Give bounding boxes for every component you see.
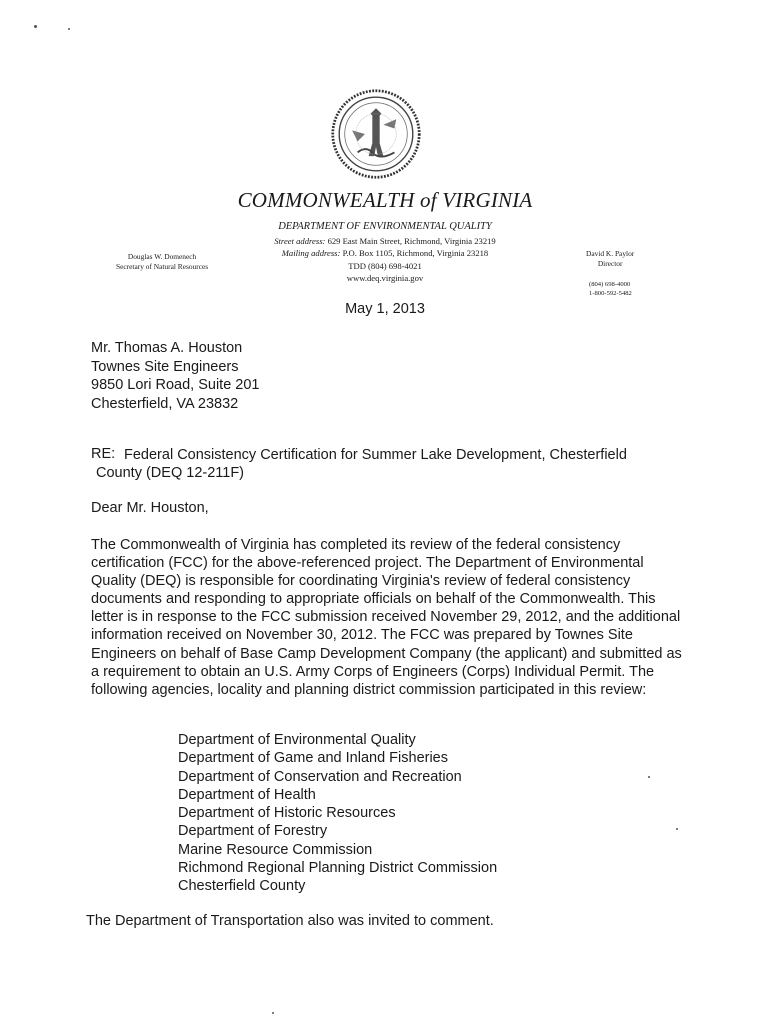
secretary-title: Secretary of Natural Resources <box>116 262 209 271</box>
addressee-block <box>91 339 260 413</box>
street-address <box>0 236 770 246</box>
org-name-main: COMMONWEALTH <box>237 188 420 212</box>
website-link[interactable]: www.deq.virginia.gov <box>346 273 424 283</box>
re-subject: Federal Consistency Certification for Summer Lake Development, Chesterfield County (DEQ 12-211F) <box>96 447 627 482</box>
list-item: Department of Historic Resources <box>178 805 396 821</box>
agency-list <box>178 731 497 895</box>
list-item: Chesterfield County <box>178 878 306 894</box>
street-address-value: 629 East Main Street, Richmond, Virginia 23219 <box>327 236 496 246</box>
virginia-state-seal-icon <box>330 88 422 180</box>
scan-speck <box>676 828 678 830</box>
letterhead-org-name <box>0 188 770 213</box>
letterhead-department: DEPARTMENT OF ENVIRONMENTAL QUALITY <box>278 221 492 232</box>
list-item: Department of Forestry <box>178 823 328 840</box>
street-address-label: Street address: <box>274 236 326 246</box>
secretary-block <box>116 252 208 272</box>
scan-speck <box>34 25 37 28</box>
director-phones <box>589 280 632 298</box>
list-item: Department of Conservation and Recreation <box>178 768 462 785</box>
org-name-end: VIRGINIA <box>436 188 533 212</box>
list-item: Department of Environmental Quality <box>178 732 416 748</box>
addressee-line: 9850 Lori Road, Suite 201 <box>91 377 260 394</box>
addressee-line: Townes Site Engineers <box>91 358 239 375</box>
salutation: Dear Mr. Houston, <box>91 500 209 516</box>
scan-speck <box>68 28 70 30</box>
scan-speck <box>272 1012 274 1014</box>
letter-date: May 1, 2013 <box>345 301 425 317</box>
tdd-number: TDD (804) 698-4021 <box>348 261 422 271</box>
secretary-name: Douglas W. Domenech <box>127 252 197 261</box>
addressee-line: Chesterfield, VA 23832 <box>91 395 239 412</box>
list-item: Marine Resource Commission <box>178 841 373 858</box>
list-item: Department of Game and Inland Fisheries <box>178 750 448 767</box>
mailing-address-label: Mailing address: <box>281 248 341 258</box>
body-paragraph: The Commonwealth of Virginia has completed its review of the federal consistency certification (FCC) for the above-referenced project. The Department of Environmental Quality (DEQ) is responsible for coordinating Virginia's review of federal consistency documents and responding to appropriate officials on behalf of the Commonwealth. This letter is in response to the FCC submission received November 29, 2012, and the additional information received on November 30, 2012. The FCC was prepared by Townes Site Engineers on behalf of Base Camp Development Company (the applicant) and submitted as a requirement to obtain an U.S. Army Corps of Engineers (Corps) Individual Permit. The following agencies, locality and planning district commission participated in this review: <box>91 537 682 698</box>
scan-speck <box>648 776 650 778</box>
director-phone: (804) 698-4000 <box>589 281 631 288</box>
director-block <box>586 249 634 269</box>
closing-note: The Department of Transportation also was invited to comment. <box>86 913 494 929</box>
addressee-line: Mr. Thomas A. Houston <box>91 340 243 356</box>
re-label: RE: <box>91 446 116 462</box>
director-title: Director <box>597 259 623 268</box>
mailing-address-value: P.O. Box 1105, Richmond, Virginia 23218 <box>342 248 489 258</box>
director-tollfree: 1-800-592-5482 <box>589 290 632 297</box>
list-item: Department of Health <box>178 786 316 803</box>
org-name-of: of <box>420 188 437 212</box>
director-name: David K. Paylor <box>586 249 635 258</box>
list-item: Richmond Regional Planning District Commission <box>178 859 498 876</box>
